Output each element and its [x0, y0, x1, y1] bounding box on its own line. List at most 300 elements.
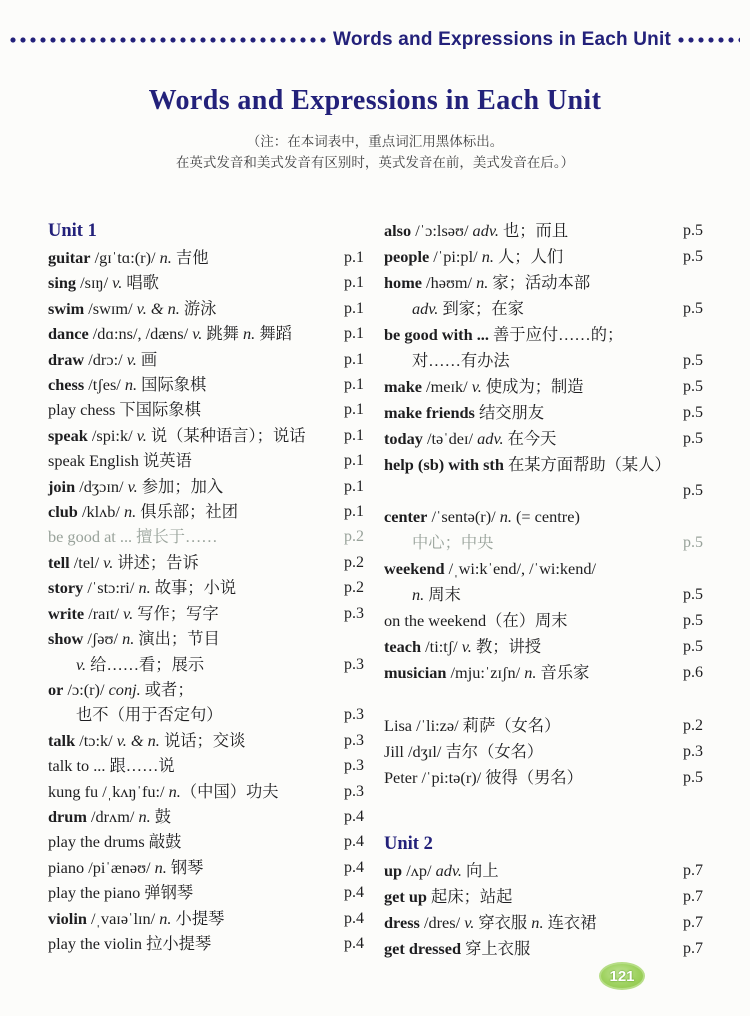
headword: sing	[48, 273, 77, 293]
page-ref: p.4	[344, 833, 364, 851]
vocab-entry	[384, 218, 703, 244]
text-segment: on the weekend（在）周末	[384, 611, 568, 630]
headword: get up	[384, 887, 427, 906]
entry-text	[48, 855, 203, 880]
page-ref: p.3	[344, 757, 364, 775]
part-of-speech: n.	[531, 913, 544, 932]
text-segment: 参加；加入	[137, 476, 224, 496]
headword: dance	[48, 324, 89, 344]
entry-text	[384, 765, 583, 791]
text-segment: piano /piˈænəʊ/	[48, 857, 155, 877]
page-ref: p.2	[344, 579, 364, 597]
entry-text	[384, 858, 499, 884]
text-segment: 故事；小说	[150, 578, 237, 598]
headword: talk	[48, 730, 76, 750]
part-of-speech: n.	[499, 507, 512, 526]
text-segment: /klʌb/	[77, 502, 125, 522]
page-ref: p.7	[683, 888, 703, 905]
part-of-speech: n.	[138, 806, 151, 826]
vocab-entry-continuation	[48, 702, 364, 727]
text-segment: 给……看；展示	[86, 654, 205, 674]
vocab-entry	[384, 244, 703, 270]
text-segment: 音乐家	[536, 663, 590, 682]
entry-text	[384, 504, 580, 530]
headword: violin	[48, 908, 87, 928]
vocab-entry	[48, 626, 364, 651]
vocab-entry	[48, 347, 364, 372]
column-gap	[384, 791, 703, 818]
text-segment: be good at ... 擅长于……	[48, 527, 218, 547]
entry-text	[384, 348, 510, 374]
headword: write	[48, 603, 85, 623]
entry-text	[48, 906, 224, 931]
entry-text	[48, 474, 223, 499]
page-ref: p.1	[344, 401, 364, 419]
page-ref: p.5	[683, 404, 703, 421]
vocab-entry-continuation	[384, 478, 703, 504]
page-ref: p.1	[344, 299, 364, 317]
page-ref: p.7	[683, 940, 703, 957]
part-of-speech: n.	[168, 781, 181, 801]
vocab-entry	[384, 556, 703, 582]
vocab-entry	[48, 906, 364, 931]
text-segment: /ʌp/	[402, 861, 436, 880]
headword: weekend	[384, 559, 445, 578]
headword: musician	[384, 663, 447, 682]
headword: be good with ...	[384, 325, 489, 344]
part-of-speech: v.	[126, 349, 137, 369]
entry-text	[384, 634, 541, 660]
text-segment: /swɪm/	[84, 298, 137, 318]
headword: swim	[48, 298, 85, 318]
text-segment: /ˌvaɪəˈlɪn/	[86, 908, 160, 928]
page-ref: p.5	[683, 430, 703, 447]
page-ref: p.3	[344, 706, 364, 724]
text-segment: /ˈpi:pl/	[429, 247, 482, 266]
vocab-entry	[384, 452, 703, 478]
vocab-entry	[48, 397, 364, 422]
entry-text	[384, 739, 543, 765]
vocab-entry	[384, 936, 703, 962]
part-of-speech: n.	[524, 663, 537, 682]
vocab-entry	[384, 765, 703, 791]
entry-text	[48, 575, 236, 600]
page-ref: p.2	[344, 553, 364, 571]
part-of-speech: v.	[112, 273, 123, 293]
text-segment: play the piano 弹钢琴	[48, 883, 194, 903]
text-segment: /ti:tʃ/	[421, 637, 462, 656]
text-segment: 跳舞	[202, 324, 244, 344]
text-segment: 善于应付……的；	[488, 325, 624, 344]
text-segment: /təˈdeɪ/	[422, 429, 478, 448]
entry-text	[384, 374, 584, 400]
text-segment: 连衣裙	[543, 913, 597, 932]
text-segment: 钢琴	[166, 857, 204, 877]
text-segment: kung fu /ˌkʌŋˈfu:/	[48, 781, 169, 801]
page-title: Words and Expressions in Each Unit	[148, 85, 602, 116]
page-number-badge: 121	[599, 962, 645, 990]
vocab-entry	[48, 855, 364, 880]
entry-text	[48, 321, 292, 346]
entry-text	[48, 880, 193, 905]
headword: speak	[48, 425, 88, 445]
dotted-rule-left	[8, 35, 328, 45]
vocab-entry	[48, 728, 364, 753]
entry-text	[384, 400, 544, 426]
part-of-speech: v.	[136, 425, 147, 445]
page-ref: p.2	[683, 717, 703, 734]
vocab-entry	[48, 804, 364, 829]
text-segment: 人；人们	[493, 247, 564, 266]
text-segment: 教；讲授	[471, 637, 542, 656]
text-segment: Peter /ˈpi:tə(r)/ 彼得（男名）	[384, 768, 583, 787]
text-segment: /raɪt/	[84, 603, 124, 623]
entry-text	[48, 499, 238, 524]
entry-text	[384, 884, 512, 910]
text-segment: /tɔ:k/	[75, 730, 117, 750]
page-ref: p.5	[683, 300, 703, 317]
entry-text	[384, 530, 493, 556]
part-of-speech: adv.	[477, 429, 504, 448]
page-ref: p.1	[344, 503, 364, 521]
vocab-column-left	[48, 218, 364, 956]
text-segment: 结交朋友	[474, 403, 545, 422]
entry-text	[48, 804, 171, 829]
part-of-speech: n.	[243, 324, 256, 344]
headword: home	[384, 273, 422, 292]
vocab-entry	[48, 321, 364, 346]
text-segment: /ˌwi:kˈend/, /ˈwi:kend/	[444, 559, 597, 578]
part-of-speech: v.	[127, 476, 138, 496]
vocab-entry	[48, 677, 364, 702]
entry-text	[48, 372, 206, 397]
vocab-entry	[384, 374, 703, 400]
text-segment: talk to ... 跟……说	[48, 756, 175, 776]
page-ref: p.4	[344, 884, 364, 902]
part-of-speech: v.	[471, 377, 482, 396]
page-ref: p.7	[683, 862, 703, 879]
entry-text	[48, 652, 204, 677]
entry-text	[384, 296, 524, 322]
vocab-entry	[384, 634, 703, 660]
part-of-speech: v.	[123, 603, 134, 623]
part-of-speech: v. & n.	[136, 298, 180, 318]
vocab-entry	[48, 880, 364, 905]
page-ref: p.5	[683, 534, 703, 551]
entry-text	[384, 244, 563, 270]
entry-text	[48, 296, 216, 321]
vocab-column-right	[384, 218, 703, 962]
headword: chess	[48, 375, 85, 395]
headword: help (sb) with sth	[384, 455, 504, 474]
page-ref: p.5	[683, 638, 703, 655]
part-of-speech: conj.	[108, 679, 141, 699]
entry-text	[384, 556, 596, 582]
text-segment: /ˈstɔ:ri/	[83, 578, 139, 598]
vocab-entry	[384, 270, 703, 296]
text-segment: 说（某种语言）；说话	[146, 425, 306, 445]
page-ref: p.1	[344, 325, 364, 343]
text-segment: 讲述；告诉	[113, 552, 199, 572]
part-of-speech: n.	[159, 908, 172, 928]
text-segment: /ʃəʊ/	[83, 629, 123, 649]
text-segment: 舞蹈	[255, 324, 292, 344]
vocab-entry	[48, 601, 364, 626]
headword: tell	[48, 552, 70, 572]
text-segment: play chess 下国际象棋	[48, 400, 201, 420]
entry-text	[48, 524, 218, 549]
vocab-entry	[48, 829, 364, 854]
text-segment: 周末	[424, 585, 461, 604]
text-segment: 唱歌	[122, 273, 159, 293]
page-ref: p.5	[683, 248, 703, 265]
part-of-speech: adv.	[412, 299, 439, 318]
headword: club	[48, 502, 78, 522]
part-of-speech: n.	[122, 629, 135, 649]
text-segment: 也不（用于否定句）	[76, 705, 223, 725]
headword: teach	[384, 637, 422, 656]
text-segment: /ˈsentə(r)/	[427, 507, 500, 526]
text-segment: /ɔ:(r)/	[63, 679, 109, 699]
text-segment: 或者；	[140, 679, 194, 699]
text-segment: 起床；站起	[426, 887, 513, 906]
entry-text	[48, 245, 208, 270]
headword: join	[48, 476, 76, 496]
part-of-speech: n.	[124, 502, 137, 522]
vocab-entry	[48, 499, 364, 524]
entry-text	[48, 397, 201, 422]
note-line-2: 在英式发音和美式发音有区别时，英式发音在前，美式发音在后。）	[175, 155, 575, 170]
note-line-1: （注：在本词表中，重点词汇用黑体标出。	[246, 134, 504, 149]
text-segment: 也；而且	[498, 221, 569, 240]
vocab-entry	[48, 474, 364, 499]
page-ref: p.1	[344, 426, 364, 444]
text-segment: /drɔ:/	[84, 349, 127, 369]
part-of-speech: adv.	[472, 221, 499, 240]
part-of-speech: v. & n.	[116, 730, 160, 750]
headword: guitar	[48, 248, 91, 267]
vocab-entry	[384, 713, 703, 739]
page-header-rule	[8, 29, 740, 51]
vocab-entry	[48, 550, 364, 575]
text-segment: 俱乐部；社团	[136, 502, 238, 522]
page-ref: p.6	[683, 664, 703, 681]
headword: or	[48, 679, 64, 699]
text-segment: 演出；节目	[134, 629, 220, 649]
page-ref: p.5	[683, 378, 703, 395]
part-of-speech: n.	[124, 375, 138, 395]
text-segment: /sɪŋ/	[76, 273, 113, 293]
unit-header: Unit 1	[48, 221, 97, 241]
vocab-entry	[384, 608, 703, 634]
text-segment: 在今天	[503, 429, 557, 448]
entry-text	[384, 322, 623, 348]
vocab-entry-continuation	[384, 296, 703, 322]
text-segment: play the violin 拉小提琴	[48, 933, 212, 953]
entry-text	[384, 910, 596, 936]
headword: up	[384, 861, 403, 880]
text-segment: speak English 说英语	[48, 451, 192, 471]
text-segment: 写作；写字	[133, 603, 219, 623]
entry-text	[48, 728, 245, 753]
column-gap	[384, 686, 703, 713]
page-ref: p.5	[683, 482, 703, 499]
page-ref: p.1	[344, 477, 364, 495]
part-of-speech: n.	[138, 578, 151, 598]
text-segment: 在某方面帮助（某人）	[503, 455, 671, 474]
text-segment: Lisa /ˈli:zə/ 莉萨（女名）	[384, 716, 561, 735]
page-ref: p.3	[344, 604, 364, 622]
vocab-entry	[48, 575, 364, 600]
entry-text	[48, 779, 279, 804]
page-ref: p.4	[344, 909, 364, 927]
vocab-entry	[48, 270, 364, 295]
page-ref: p.1	[344, 274, 364, 292]
text-segment: Jill /dʒɪl/ 吉尔（女名）	[384, 742, 544, 761]
entry-text	[384, 452, 671, 478]
text-segment: 鼓	[150, 806, 172, 826]
page-ref: p.1	[344, 376, 364, 394]
dotted-rule-right	[676, 35, 740, 45]
text-segment: /mju:ˈzɪʃn/	[446, 663, 525, 682]
text-segment: 穿上衣服	[461, 939, 531, 958]
entry-text	[48, 423, 306, 448]
text-segment: /həʊm/	[421, 273, 477, 292]
text-segment: /ˈɔ:lsəʊ/	[411, 221, 473, 240]
headword: draw	[48, 349, 85, 369]
vocab-entry	[384, 739, 703, 765]
vocab-entry	[384, 884, 703, 910]
entry-text	[48, 448, 192, 473]
text-segment: (= centre)	[511, 507, 580, 526]
vocab-entry	[48, 524, 364, 549]
page-ref: p.1	[344, 452, 364, 470]
entry-text	[384, 270, 590, 296]
vocab-entry-continuation	[384, 530, 703, 556]
page-ref: p.5	[683, 769, 703, 786]
vocab-entry	[48, 753, 364, 778]
entry-text	[384, 478, 412, 504]
page-ref: p.3	[683, 743, 703, 760]
vocab-entry	[48, 448, 364, 473]
text-segment: /meɪk/	[421, 377, 472, 396]
page-ref: p.3	[344, 782, 364, 800]
entry-text	[384, 936, 530, 962]
page-ref: p.1	[344, 249, 364, 266]
page-ref: p.7	[683, 914, 703, 931]
vocab-entry-continuation	[48, 652, 364, 677]
unit-header: Unit 2	[384, 834, 433, 854]
text-segment: /tʃes/	[84, 375, 125, 395]
text-segment: 中心；中央	[412, 533, 494, 552]
text-segment: （中国）功夫	[180, 781, 279, 801]
part-of-speech: n.	[159, 248, 172, 267]
vocab-entry	[48, 779, 364, 804]
entry-text	[48, 931, 211, 956]
text-segment: /gɪˈtɑ:(r)/	[90, 248, 160, 267]
vocab-entry	[384, 400, 703, 426]
part-of-speech: v.	[461, 637, 472, 656]
page-ref: p.5	[683, 612, 703, 629]
part-of-speech: n.	[154, 857, 167, 877]
text-segment: /dɑ:ns/, /dæns/	[88, 324, 193, 344]
vocab-entry	[48, 245, 364, 270]
headword: people	[384, 247, 430, 266]
text-segment: 说话；交谈	[159, 730, 246, 750]
entry-text	[384, 608, 568, 634]
part-of-speech: v.	[76, 654, 87, 674]
page-ref: p.5	[683, 352, 703, 369]
page-ref: p.5	[683, 586, 703, 603]
running-head: Words and Expressions in Each Unit	[333, 29, 671, 50]
page-ref: p.4	[344, 807, 364, 825]
page-ref: p.3	[344, 731, 364, 749]
part-of-speech: adv.	[435, 861, 462, 880]
text-segment: 对……有办法	[412, 351, 510, 370]
text-segment: play the drums 敲鼓	[48, 832, 182, 852]
part-of-speech: n.	[481, 247, 494, 266]
page-ref: p.4	[344, 934, 364, 952]
text-segment: 使成为；制造	[481, 377, 584, 396]
text-segment: 游泳	[179, 298, 217, 318]
entry-text	[48, 550, 199, 575]
text-segment: 家；活动本部	[488, 273, 591, 292]
entry-text	[384, 426, 556, 452]
vocab-entry	[48, 931, 364, 956]
page-ref: p.3	[344, 655, 364, 673]
vocab-entry	[384, 858, 703, 884]
headword: today	[384, 429, 423, 448]
headword: story	[48, 578, 84, 598]
vocab-entry-continuation	[384, 582, 703, 608]
text-segment: /dʒɔɪn/	[75, 476, 128, 496]
vocab-entry	[384, 322, 703, 348]
vocab-entry	[384, 910, 703, 936]
vocab-entry	[384, 426, 703, 452]
vocab-entry	[48, 296, 364, 321]
entry-text	[384, 582, 461, 608]
part-of-speech: n.	[476, 273, 489, 292]
vocab-entry	[48, 423, 364, 448]
text-segment: 画	[136, 349, 158, 369]
headword: get dressed	[384, 939, 462, 958]
text-segment: /drʌm/	[86, 806, 139, 826]
entry-text	[48, 626, 220, 651]
text-segment: /tel/	[69, 552, 104, 572]
page-ref: p.2	[344, 528, 364, 546]
headword: center	[384, 507, 428, 526]
vocab-entry	[384, 504, 703, 530]
part-of-speech: v.	[464, 913, 475, 932]
note-block	[0, 131, 750, 173]
vocab-entry	[48, 372, 364, 397]
entry-text	[48, 601, 219, 626]
text-segment: 到家；在家	[438, 299, 524, 318]
text-segment: 吉他	[171, 248, 209, 267]
headword: drum	[48, 806, 87, 826]
text-segment: /dres/	[419, 913, 465, 932]
text-segment: /spi:k/	[87, 425, 137, 445]
vocab-entry	[384, 660, 703, 686]
entry-text	[48, 753, 175, 778]
entry-text	[48, 829, 181, 854]
part-of-speech: n.	[412, 585, 425, 604]
entry-text	[384, 218, 568, 244]
text-segment: 国际象棋	[137, 375, 207, 395]
text-segment: 向上	[461, 861, 499, 880]
headword: show	[48, 629, 84, 649]
entry-text	[384, 713, 560, 739]
